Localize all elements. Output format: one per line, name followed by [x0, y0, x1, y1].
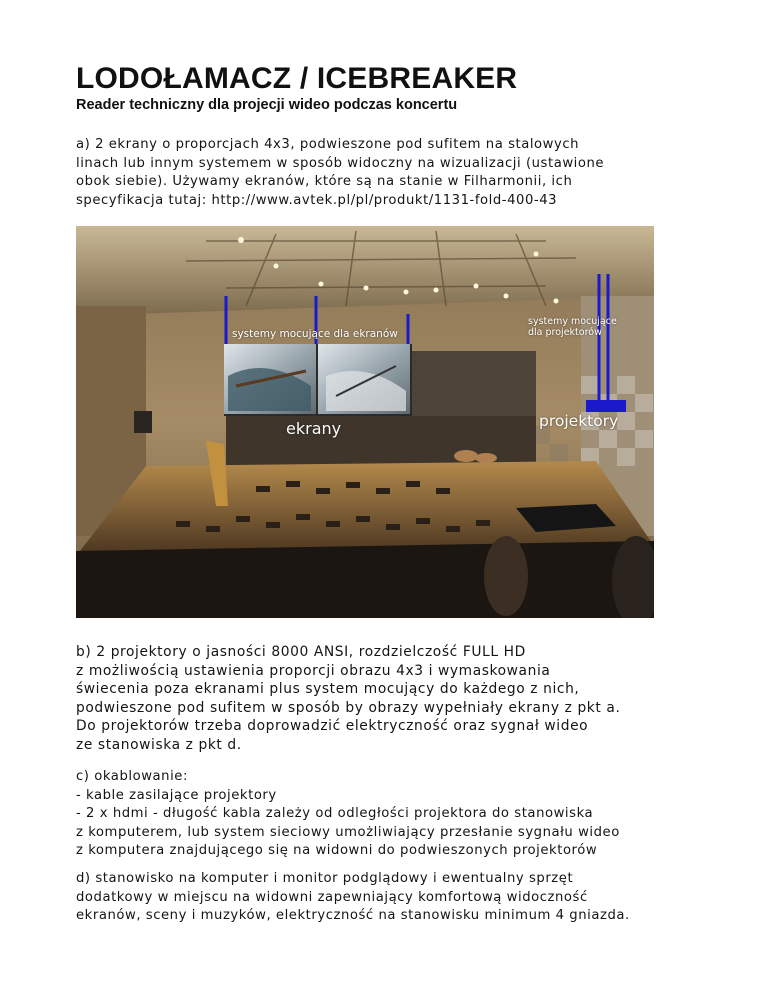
section-d-line: ekranów, sceny i muzyków, elektryczność na stanowisku minimum 4 gniazda. [76, 908, 630, 924]
document-subtitle: Reader techniczny dla projecji wideo podczas koncertu [76, 97, 458, 113]
section-c-line: z komputera znajdującego się na widowni do podwieszonych projektorów [76, 843, 598, 859]
section-b-line: podwieszone pod sufitem w sposób by obrazy wypełniały ekrany z pkt a. [76, 699, 621, 716]
section-a-line: linach lub innym systemem w sposób widoczny na wizualizacji (ustawione [76, 155, 605, 171]
section-a-line: obok siebie). Używamy ekranów, które są na stanie w Filharmonii, ich [76, 174, 573, 190]
concert-hall-photo [76, 226, 654, 618]
section-b-line: Do projektorów trzeba doprowadzić elektryczność oraz sygnał wideo [76, 718, 589, 735]
section-c-line: z komputerem, lub system sieciowy umożliwiający przesłanie sygnału wideo [76, 824, 620, 840]
label-projectors: projektory [539, 412, 619, 430]
section-b-line: świecenia poza ekranami plus system mocujący do każdego z nich, [76, 681, 580, 698]
section-d-line: dodatkowy w miejscu na widowni zapewniający komfortową widoczność [76, 889, 588, 905]
document-title: LODOŁAMACZ / ICEBREAKER [76, 62, 518, 95]
section-b-paragraph [76, 643, 716, 755]
label-mount-projectors-line: systemy mocujące [528, 316, 617, 327]
section-a-paragraph [76, 136, 716, 210]
section-c-line: - 2 x hdmi - długość kabla zależy od odległości projektora do stanowiska [76, 806, 594, 822]
section-c-paragraph [76, 768, 716, 861]
section-c-line: c) okablowanie: [76, 769, 188, 784]
label-screens: ekrany [286, 419, 342, 438]
label-mount-projectors [528, 316, 617, 338]
section-b-line: b) 2 projektory o jasności 8000 ANSI, rozdzielczość FULL HD [76, 644, 526, 660]
label-mount-screens: systemy mocujące dla ekranów [232, 328, 398, 340]
section-a-line: a) 2 ekrany o proporcjach 4x3, podwieszone pod sufitem na stalowych [76, 137, 580, 152]
label-mount-projectors-line: dla projektorów [528, 327, 602, 338]
section-d-line: d) stanowisko na komputer i monitor podglądowy i ewentualny sprzęt [76, 871, 574, 886]
section-c-line: - kable zasilające projektory [76, 787, 277, 803]
section-d-paragraph [76, 870, 716, 926]
section-a-line: specyfikacja tutaj: http://www.avtek.pl/pl/produkt/1131-fold-400-43 [76, 192, 558, 208]
section-b-line: ze stanowiska z pkt d. [76, 736, 242, 753]
section-b-line: z możliwością ustawienia proporcji obrazu 4x3 i wymaskowania [76, 662, 551, 679]
